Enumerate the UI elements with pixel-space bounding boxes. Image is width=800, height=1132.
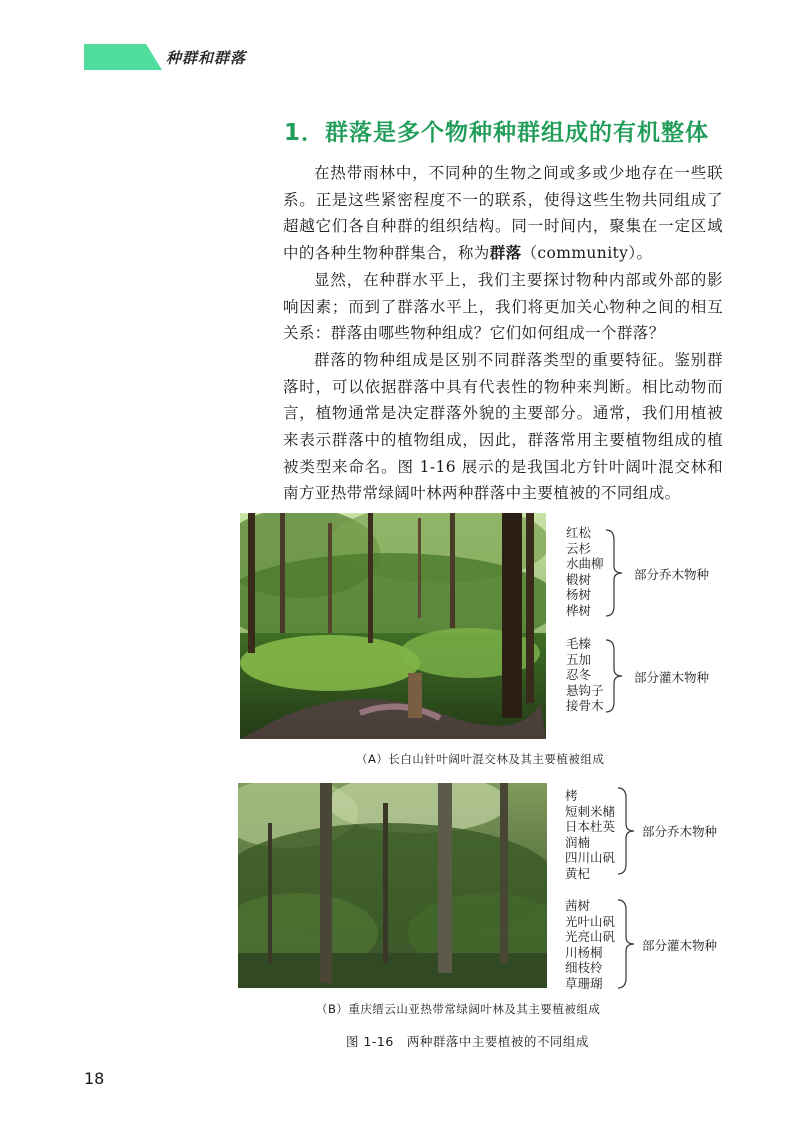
- species-name: 云杉: [566, 540, 592, 556]
- panel-a-tree-label: 部分乔木物种: [634, 567, 710, 582]
- panel-a-caption: （A）长白山针叶阔叶混交林及其主要植被组成: [356, 752, 605, 766]
- species-name: 红松: [566, 525, 592, 540]
- species-name: 川杨桐: [565, 944, 603, 960]
- species-name: 短刺米槠: [565, 803, 616, 819]
- chapter-title: 种群和群落: [166, 49, 247, 67]
- paragraph-2: 显然，在种群水平上，我们主要探讨物种内部或外部的影响因素；而到了群落水平上，我们将更加关心物种之间的相互关系：群落由哪些物种组成？它们如何组成一个群落？: [283, 270, 723, 343]
- header-accent-bar: [84, 44, 162, 70]
- panel-a-shrub-label: 部分灌木物种: [634, 670, 710, 685]
- brace-icon: [604, 638, 626, 714]
- species-name: 接骨木: [566, 698, 604, 713]
- paragraph-1: [283, 160, 723, 267]
- panel-b-shrub-list: [565, 898, 615, 991]
- species-name: 润楠: [565, 834, 591, 850]
- species-name: 桦树: [566, 602, 592, 618]
- species-name: 栲: [565, 788, 578, 803]
- species-name: 椴树: [566, 571, 592, 587]
- species-name: 光叶山矾: [565, 913, 616, 929]
- species-name: 四川山矾: [565, 850, 616, 865]
- panel-a-shrub-list: [566, 636, 604, 714]
- brace-icon: [616, 898, 638, 990]
- paragraph-3: 群落的物种组成是区别不同群落类型的重要特征。鉴别群落时，可以依据群落中具有代表性的物种来判断。相比动物而言，植物通常是决定群落外貌的主要部分。通常，我们用植被来表示群落中的植物组成，因此，群落常用主要植物组成的植被类型来命名。图 1-16 展示的是我国北方针叶阔叶混交林和南方亚热带常绿阔叶林两种群落中主要植被的不同组成。: [283, 350, 723, 503]
- mixed-forest-illustration: [240, 513, 546, 739]
- species-name: 光亮山矾: [565, 929, 616, 944]
- species-name: 毛榛: [566, 636, 592, 651]
- species-name: 日本杜英: [565, 819, 616, 834]
- section-heading: 1．群落是多个物种种群组成的有机整体: [284, 120, 710, 146]
- panel-a-tree-list: [566, 525, 604, 618]
- evergreen-forest-photo: [238, 783, 547, 988]
- species-name: 水曲柳: [566, 556, 604, 571]
- panel-b-tree-list: [565, 788, 615, 881]
- species-name: 杨树: [566, 587, 592, 602]
- panel-b-shrub-label: 部分灌木物种: [642, 938, 718, 953]
- body-text: [283, 160, 723, 507]
- panel-b-tree-label: 部分乔木物种: [642, 824, 718, 839]
- paragraph-1-tail: （community）。: [521, 244, 653, 263]
- paragraph-1-text: 在热带雨林中，不同种的生物之间或多或少地存在一些联系。正是这些紧密程度不一的联系，使得这些生物共同组成了超越它们各自种群的组织结构。同一时间内，聚集在一定区域中的各种生物种群集合，称为: [283, 164, 723, 263]
- key-term: 群落: [489, 244, 522, 263]
- species-name: 黄杞: [565, 865, 591, 881]
- page-number: 18: [84, 1069, 105, 1088]
- figure-title: 图 1-16 两种群落中主要植被的不同组成: [346, 1034, 589, 1049]
- species-name: 悬钩子: [566, 682, 604, 698]
- brace-icon: [616, 786, 638, 876]
- evergreen-forest-illustration: [238, 783, 547, 988]
- species-name: 五加: [566, 651, 592, 667]
- brace-icon: [604, 528, 626, 618]
- species-name: 忍冬: [566, 667, 592, 682]
- species-name: 茜树: [565, 898, 591, 913]
- panel-b-caption: （B）重庆缙云山亚热带常绿阔叶林及其主要植被组成: [316, 1002, 601, 1016]
- species-name: 草珊瑚: [565, 975, 603, 991]
- species-name: 细枝柃: [565, 960, 603, 975]
- mixed-forest-photo: [240, 513, 546, 739]
